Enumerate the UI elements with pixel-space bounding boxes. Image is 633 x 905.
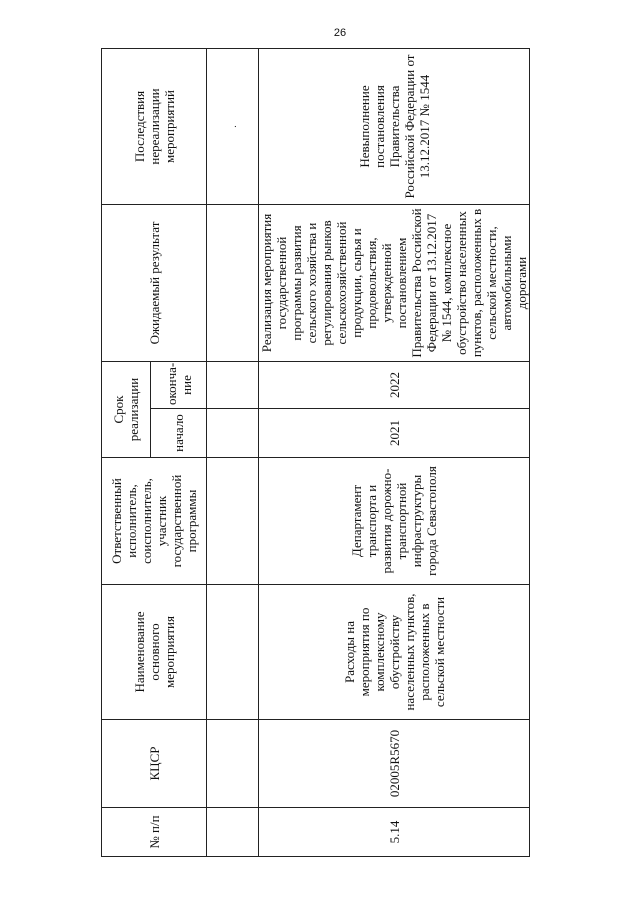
row-result: Реализация мероприятия государственной программы развития сельского хозяйства и регулирования рынков сельскохозяйственной продукции, сырья и продовольствия, утвержденной постановлением Правительства Российской Федерации от 13.12.2017 № 1544, комплексное обустройство населенных пунктов, расположенных в сельской местности, автомобильными дорогами [259, 205, 530, 362]
row-consequences: Невыполнение постановления Правительства Российской Федерации от 13.12.2017 № 1544 [259, 49, 530, 205]
prev-num-cell [207, 808, 259, 857]
row-num: 5.14 [259, 808, 530, 857]
header-name: Наименование основного мероприятия [102, 585, 207, 720]
prev-name-cell [207, 585, 259, 720]
header-row-1 [102, 49, 151, 857]
row-executor: Департамент транспорта и развития дорожно-транспортной инфраструктуры города Севастополя [259, 458, 530, 585]
table-row [259, 49, 530, 857]
header-consequences: Последствия нереализации мероприятий [102, 49, 207, 205]
prev-start-cell [207, 409, 259, 458]
row-kcsr: 02005R5670 [259, 720, 530, 808]
header-executor: Ответственный исполнитель, соисполнитель, участник государственной программы [102, 458, 207, 585]
events-table [101, 48, 530, 857]
row-end: 2022 [259, 362, 530, 409]
header-kcsr: КЦСР [102, 720, 207, 808]
header-num: № п/п [102, 808, 207, 857]
row-name: Расходы на мероприятия по комплексному обустройству населенных пунктов, расположенных в сельской местности [259, 585, 530, 720]
prev-kcsr-cell [207, 720, 259, 808]
header-start: начало [151, 409, 207, 458]
prev-end-cell [207, 362, 259, 409]
prev-executor-cell [207, 458, 259, 585]
rotated-table-frame [101, 49, 529, 857]
table-row-previous [207, 49, 259, 857]
prev-consequences-mark: . [228, 125, 239, 128]
page-number: 26 [333, 27, 347, 39]
header-end: оконча-ние [151, 362, 207, 409]
prev-consequences-cell [207, 49, 259, 205]
header-term: Срок реализации [102, 362, 151, 458]
prev-result-cell [207, 205, 259, 362]
header-result: Ожидаемый результат [102, 205, 207, 362]
table-container [101, 49, 529, 857]
row-start: 2021 [259, 409, 530, 458]
